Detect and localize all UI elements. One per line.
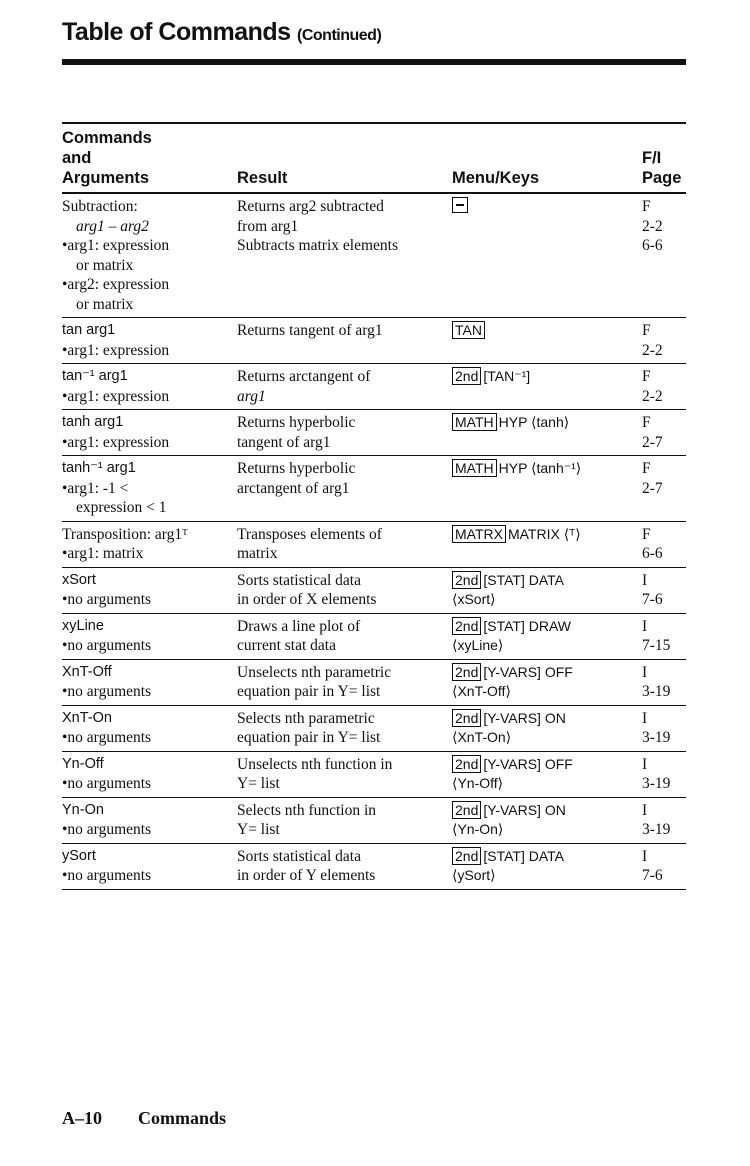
- cmd-line: expression < 1: [76, 499, 167, 516]
- result-line: Selects nth function in: [237, 801, 377, 819]
- 2nd-key: 2nd: [452, 801, 481, 819]
- result-line: Sorts statistical data: [237, 847, 361, 865]
- cmd-line: •arg1: matrix: [62, 545, 144, 562]
- 2nd-key: 2nd: [452, 617, 481, 635]
- cmd-line: XnT-On: [62, 709, 112, 726]
- cmd-cell: [62, 193, 237, 318]
- 2nd-key: 2nd: [452, 847, 481, 865]
- fp-cell: [642, 364, 686, 410]
- table-row: [62, 797, 686, 843]
- cmd-cell: [62, 567, 237, 613]
- key-text: [STAT] DATA: [483, 847, 564, 864]
- keys-cell: [452, 318, 642, 364]
- cmd-cell: [62, 659, 237, 705]
- fp-type: F: [642, 198, 651, 215]
- key-text: [Y-VARS] ON: [483, 709, 566, 726]
- fp-type: F: [642, 525, 651, 543]
- cmd-line: Subtraction:: [62, 198, 138, 215]
- cmd-line: •no arguments: [62, 821, 152, 838]
- fp-page: 2-7: [642, 479, 663, 497]
- cmd-line: •no arguments: [62, 775, 152, 792]
- cmd-line: XnT-Off: [62, 663, 112, 680]
- key-text: MATRIX ⟨ᵀ⟩: [507, 525, 581, 542]
- result-cell: [237, 843, 452, 889]
- table-row: [62, 567, 686, 613]
- cmd-line: •arg1: -1 <: [62, 479, 129, 497]
- table-row: [62, 456, 686, 522]
- fp-page: 6-6: [642, 237, 663, 254]
- fp-type: F: [642, 460, 651, 477]
- cmd-line: •no arguments: [62, 867, 152, 884]
- result-line: Subtracts matrix elements: [237, 237, 398, 254]
- key-text: ⟨xyLine⟩: [452, 637, 504, 653]
- header-fi-page: F/I Page: [642, 149, 682, 187]
- result-line: Returns hyperbolic: [237, 460, 356, 477]
- header-menu-keys: Menu/Keys: [452, 169, 540, 187]
- result-line: Draws a line plot of: [237, 617, 361, 635]
- table-row: [62, 843, 686, 889]
- fp-cell: [642, 318, 686, 364]
- table-row: [62, 751, 686, 797]
- result-line: matrix: [237, 545, 278, 562]
- fp-page: 7-6: [642, 591, 663, 608]
- fp-cell: [642, 193, 686, 318]
- minus-key-icon: [452, 197, 468, 213]
- cmd-cell: [62, 705, 237, 751]
- result-cell: [237, 705, 452, 751]
- fp-type: I: [642, 801, 648, 819]
- cmd-line: tan⁻¹ arg1: [62, 368, 128, 384]
- math-key: MATH: [452, 459, 497, 477]
- page-footer: [62, 1108, 226, 1129]
- key-text: HYP ⟨tanh⁻¹⟩: [498, 460, 582, 476]
- fp-type: I: [642, 755, 648, 773]
- fp-page: 6-6: [642, 545, 663, 562]
- cmd-line: •arg1: expression: [62, 433, 170, 451]
- key-text: ⟨xSort⟩: [452, 591, 496, 607]
- cmd-cell: [62, 410, 237, 456]
- keys-cell: [452, 659, 642, 705]
- fp-type: I: [642, 571, 648, 589]
- fp-cell: [642, 456, 686, 522]
- fp-cell: [642, 410, 686, 456]
- result-line: Returns arctangent of: [237, 368, 371, 385]
- result-line: Selects nth parametric: [237, 709, 375, 727]
- cmd-line: •arg1: expression: [62, 341, 170, 359]
- table-row: [62, 705, 686, 751]
- keys-cell: [452, 567, 642, 613]
- footer-page-number: A–10: [62, 1108, 102, 1128]
- title-suffix: (Continued): [297, 27, 382, 44]
- fp-cell: [642, 613, 686, 659]
- fp-cell: [642, 705, 686, 751]
- cmd-line: xSort: [62, 571, 96, 588]
- table-header-row: [62, 123, 686, 193]
- key-text: [Y-VARS] OFF: [483, 755, 573, 772]
- fp-page: 2-2: [642, 217, 663, 235]
- cmd-line: •arg2: expression: [62, 276, 170, 293]
- result-cell: [237, 567, 452, 613]
- cmd-cell: [62, 521, 237, 567]
- result-cell: [237, 410, 452, 456]
- cmd-cell: [62, 751, 237, 797]
- result-line: arg1: [237, 387, 266, 405]
- fp-cell: [642, 659, 686, 705]
- cmd-line: •no arguments: [62, 591, 152, 608]
- cmd-line: ySort: [62, 847, 96, 864]
- fp-type: F: [642, 414, 651, 431]
- cmd-cell: [62, 843, 237, 889]
- result-line: Y= list: [237, 821, 280, 838]
- key-text: ⟨XnT-Off⟩: [452, 683, 511, 699]
- result-line: Y= list: [237, 775, 280, 792]
- result-cell: [237, 659, 452, 705]
- title-main: Table of Commands: [62, 18, 291, 46]
- result-line: Transposes elements of: [237, 525, 382, 543]
- result-line: in order of Y elements: [237, 867, 376, 884]
- result-line: from arg1: [237, 217, 299, 235]
- commands-table: [62, 122, 686, 890]
- result-cell: [237, 193, 452, 318]
- keys-cell: [452, 456, 642, 522]
- result-line: equation pair in Y= list: [237, 683, 381, 700]
- keys-cell: [452, 613, 642, 659]
- result-line: current stat data: [237, 637, 336, 654]
- result-cell: [237, 521, 452, 567]
- table-row: [62, 410, 686, 456]
- table-row: [62, 364, 686, 410]
- cmd-cell: [62, 613, 237, 659]
- result-line: Returns tangent of arg1: [237, 322, 383, 339]
- 2nd-key: 2nd: [452, 663, 481, 681]
- keys-cell: [452, 797, 642, 843]
- cmd-line: or matrix: [76, 295, 134, 313]
- key-text: [Y-VARS] OFF: [483, 663, 573, 680]
- key-text: [TAN⁻¹]: [483, 368, 531, 384]
- fp-type: I: [642, 847, 648, 865]
- header-result: Result: [237, 169, 288, 187]
- result-line: Returns arg2 subtracted: [237, 198, 384, 215]
- key-text: [STAT] DRAW: [483, 617, 571, 634]
- fp-page: 2-7: [642, 433, 663, 451]
- keys-cell: [452, 751, 642, 797]
- cmd-line: Yn-On: [62, 801, 104, 818]
- cmd-line: xyLine: [62, 617, 104, 634]
- key-text: ⟨ySort⟩: [452, 867, 496, 883]
- matrx-key: MATRX: [452, 525, 506, 543]
- key-text: [Y-VARS] ON: [483, 801, 566, 818]
- result-cell: [237, 613, 452, 659]
- table-row: [62, 193, 686, 318]
- fp-page: 3-19: [642, 729, 671, 746]
- footer-section: Commands: [138, 1108, 227, 1128]
- result-line: tangent of arg1: [237, 433, 331, 451]
- table-row: [62, 521, 686, 567]
- result-cell: [237, 318, 452, 364]
- result-line: Sorts statistical data: [237, 571, 361, 589]
- key-text: [STAT] DATA: [483, 571, 564, 588]
- result-line: in order of X elements: [237, 591, 377, 608]
- result-cell: [237, 364, 452, 410]
- result-cell: [237, 751, 452, 797]
- result-cell: [237, 797, 452, 843]
- key-text: ⟨Yn-On⟩: [452, 821, 504, 837]
- cmd-line: arg1 – arg2: [76, 217, 149, 235]
- keys-cell: [452, 410, 642, 456]
- tan-key: TAN: [452, 321, 485, 339]
- cmd-line: tanh arg1: [62, 414, 124, 430]
- 2nd-key: 2nd: [452, 709, 481, 727]
- cmd-line: or matrix: [76, 256, 134, 274]
- fp-page: 3-19: [642, 775, 671, 792]
- table-row: [62, 613, 686, 659]
- keys-cell: [452, 364, 642, 410]
- fp-page: 2-2: [642, 341, 663, 359]
- cmd-line: •no arguments: [62, 729, 152, 746]
- fp-cell: [642, 751, 686, 797]
- 2nd-key: 2nd: [452, 755, 481, 773]
- result-line: Unselects nth parametric: [237, 663, 392, 681]
- cmd-cell: [62, 364, 237, 410]
- table-row: [62, 659, 686, 705]
- fp-cell: [642, 843, 686, 889]
- fp-page: 3-19: [642, 821, 671, 838]
- fp-cell: [642, 521, 686, 567]
- fp-type: F: [642, 368, 651, 385]
- cmd-line: Yn-Off: [62, 755, 104, 772]
- cmd-cell: [62, 318, 237, 364]
- fp-page: 3-19: [642, 683, 671, 700]
- cmd-cell: [62, 797, 237, 843]
- result-cell: [237, 456, 452, 522]
- fp-type: F: [642, 322, 651, 339]
- fp-page: 7-15: [642, 637, 671, 654]
- result-line: Returns hyperbolic: [237, 414, 356, 431]
- fp-page: 7-6: [642, 867, 663, 884]
- fp-type: I: [642, 709, 648, 727]
- 2nd-key: 2nd: [452, 367, 481, 385]
- cmd-line: Transposition: arg1ᵀ: [62, 525, 188, 543]
- keys-cell: [452, 193, 642, 318]
- cmd-line: •arg1: expression: [62, 387, 170, 405]
- fp-cell: [642, 567, 686, 613]
- header-commands: Commands and Arguments: [62, 129, 152, 187]
- key-text: ⟨XnT-On⟩: [452, 729, 512, 745]
- keys-cell: [452, 705, 642, 751]
- page-title: [62, 18, 381, 47]
- cmd-line: tan arg1: [62, 322, 116, 338]
- result-line: equation pair in Y= list: [237, 729, 381, 746]
- result-line: arctangent of arg1: [237, 479, 350, 497]
- cmd-line: tanh⁻¹ arg1: [62, 460, 136, 476]
- fp-cell: [642, 797, 686, 843]
- keys-cell: [452, 521, 642, 567]
- key-text: HYP ⟨tanh⟩: [498, 414, 570, 430]
- keys-cell: [452, 843, 642, 889]
- cmd-line: •arg1: expression: [62, 237, 170, 254]
- table-row: [62, 318, 686, 364]
- math-key: MATH: [452, 413, 497, 431]
- result-line: Unselects nth function in: [237, 755, 393, 773]
- 2nd-key: 2nd: [452, 571, 481, 589]
- cmd-cell: [62, 456, 237, 522]
- fp-type: I: [642, 663, 648, 681]
- cmd-line: •no arguments: [62, 683, 152, 700]
- key-text: ⟨Yn-Off⟩: [452, 775, 504, 791]
- title-rule: [62, 59, 686, 65]
- fp-type: I: [642, 617, 648, 635]
- cmd-line: •no arguments: [62, 637, 152, 654]
- fp-page: 2-2: [642, 387, 663, 405]
